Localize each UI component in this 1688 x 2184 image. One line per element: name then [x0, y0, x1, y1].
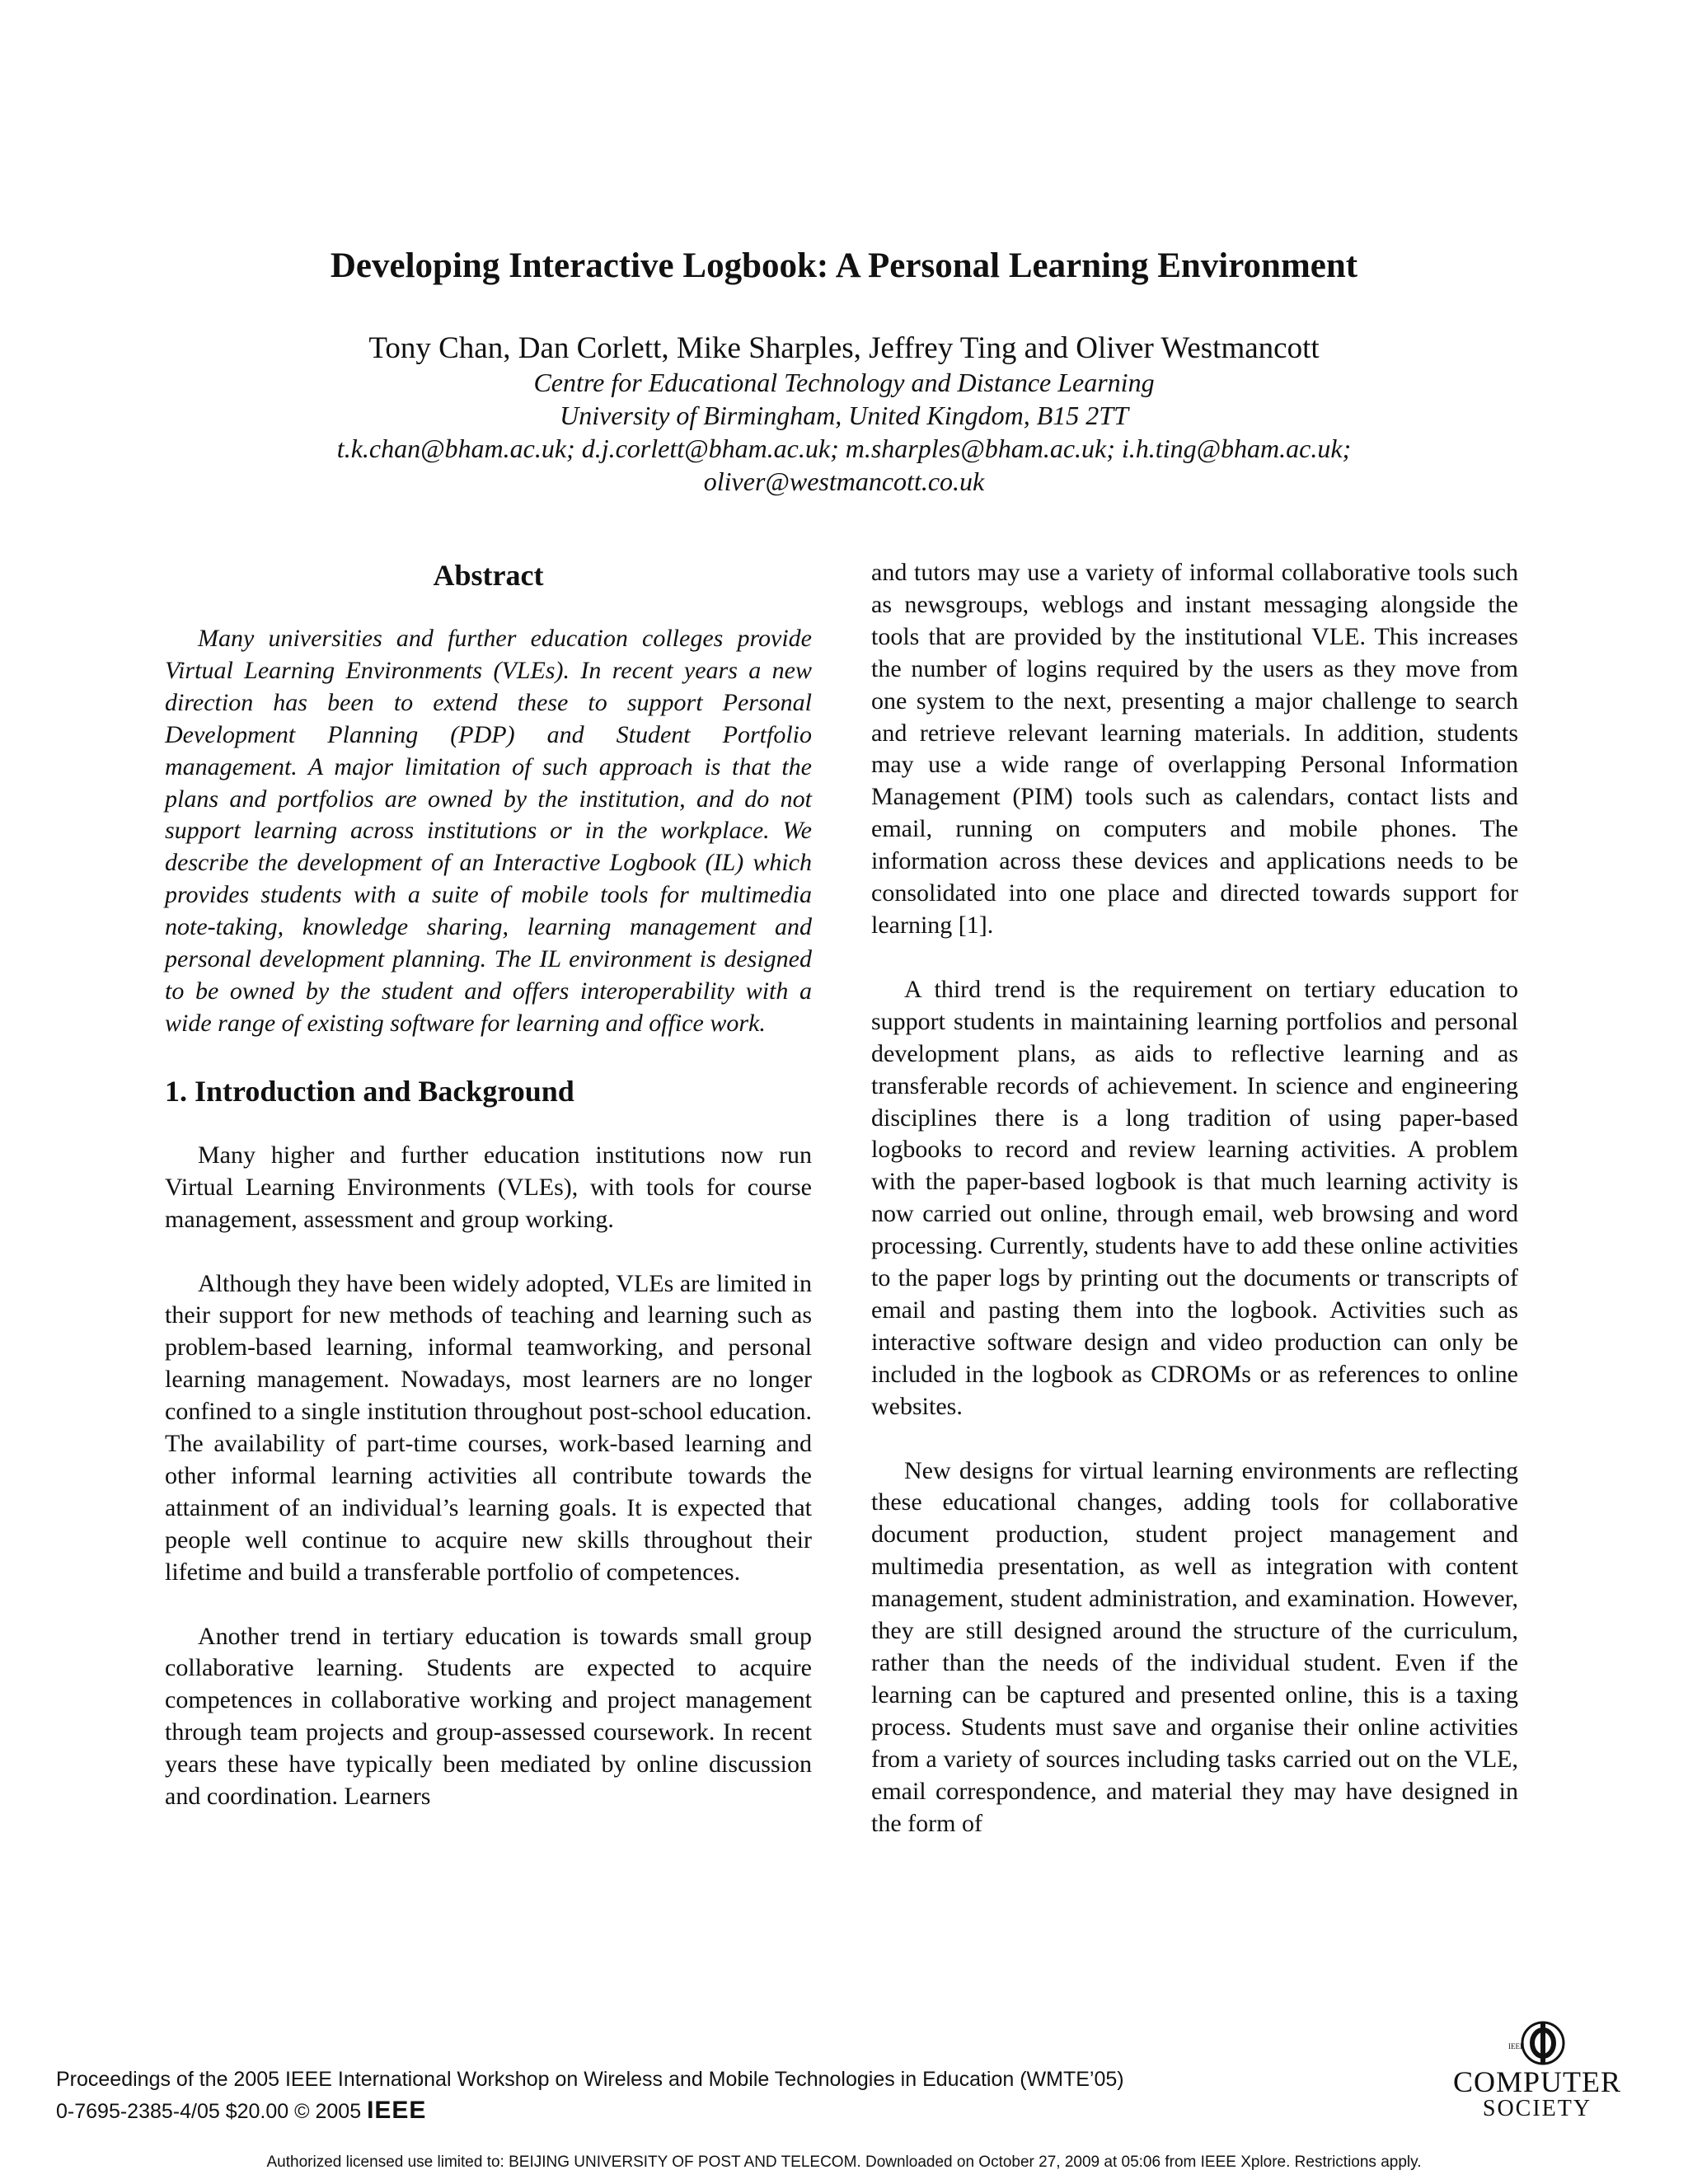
copyright-line: [56, 2098, 426, 2124]
right-column: [871, 557, 1518, 1840]
abstract-text: Many universities and further education colleges provide Virtual Learning Environments (VLEs). In recent years a new direction has been to extend these to support Personal Development Planning (PDP) and Student Portfolio management. A major limitation of such approach is that the plans and portfolios are owned by the institution, and do not support learning across institutions or in the workplace. We describe the development of an Interactive Logbook (IL) which provides students with a suite of mobile tools for multimedia note-taking, knowledge sharing, learning management and personal development planning. The IL environment is designed to be owned by the student and offers interoperability with a wide range of existing software for learning and office work.: [165, 625, 812, 1037]
author-list: Tony Chan, Dan Corlett, Mike Sharples, Jeffrey Ting and Oliver Westmancott: [368, 331, 1320, 365]
body-paragraph: A third trend is the requirement on tertiary education to support students in maintaining learning portfolios and personal development plans, as aids to reflective learning and as transferable records of achievement. In science and engineering disciplines there is a long tradition of using paper-based logbooks to record and review learning activities. A problem with the paper-based logbook is that much learning activity is now carried out online, through email, web browsing and word processing. Currently, students have to add these online activities to the paper logs by printing out the documents or transcripts of email and pasting them into the logbook. Activities such as interactive software design and video production can only be included in the logbook as CDROMs or as references to online websites.: [871, 975, 1518, 1420]
ieee-logo: IEEE: [367, 2097, 427, 2124]
body-paragraph: New designs for virtual learning environments are reflecting these educational changes, adding tools for collaborative document production, student project management and multimedia presentation, as well as integration with content management, student administration, and examination. However, they are still designed around the structure of the curriculum, rather than the needs of the individual student. Even if the learning can be captured and presented online, this is a taxing process. Students must save and organise their online activities from a variety of sources including tasks carried out on the VLE, email correspondence, and material they may have designed in the form of: [871, 1456, 1518, 1837]
body-paragraph: and tutors may use a variety of informal collaborative tools such as newsgroups, weblogs and instant messaging alongside the tools that are provided by the institutional VLE. This increases the number of logins required by the users as they move from one system to the next, presenting a major challenge to search and retrieve relevant learning materials. In addition, students may use a wide range of overlapping Personal Information Management (PIM) tools such as calendars, contact lists and email, running on computers and mobile phones. The information across these devices and applications needs to be consolidated into one place and directed towards support for learning [1].: [871, 559, 1518, 939]
affiliation-university: University of Birmingham, United Kingdom, B15 2TT: [560, 401, 1128, 430]
logo-small-text: IEEE: [1508, 2042, 1525, 2050]
section-heading: 1. Introduction and Background: [165, 1074, 574, 1108]
authorized-use-notice: Authorized licensed use limited to: BEIJING UNIVERSITY OF POST AND TELECOM. Downloaded on October 27, 2009 at 05:06 from IEEE Xplore. Restrictions apply.: [266, 2154, 1422, 2171]
ieee-emblem-icon: [1508, 2019, 1566, 2067]
body-paragraph: Although they have been widely adopted, VLEs are limited in their support for new methods of teaching and learning such as problem-based learning, informal teamworking, and personal learning management. Nowadays, most learners are no longer confined to a single institution throughout post-school education. The availability of part-time courses, work-based learning and other informal learning activities all contribute towards the attainment of an individual’s learning goals. It is expected that people well continue to acquire new skills throughout their lifetime and build a transferable portfolio of competences.: [165, 1269, 812, 1586]
abstract-heading: Abstract: [433, 559, 544, 592]
left-column: [165, 557, 812, 1813]
body-paragraph: Many higher and further education institutions now run Virtual Learning Environments (VLEs), with tools for course management, assessment and group working.: [165, 1141, 812, 1233]
logo-word-society: SOCIETY: [1482, 2096, 1592, 2121]
isbn-text: 0-7695-2385-4/05 $20.00 © 2005: [56, 2100, 362, 2123]
logo-word-computer: COMPUTER: [1452, 2065, 1622, 2098]
computer-society-logo: [1447, 2019, 1628, 2135]
body-paragraph: Another trend in tertiary education is towards small group collaborative learning. Students are expected to acquire competences in collaborative working and project management through team projects and group-assessed coursework. In recent years these have typically been mediated by online discussion and coordination. Learners: [165, 1622, 812, 1811]
author-emails: t.k.chan@bham.ac.uk; d.j.corlett@bham.ac.uk; m.sharples@bham.ac.uk; i.h.ting@bham.ac.uk;: [336, 434, 1352, 463]
author-email-last: oliver@westmancott.co.uk: [703, 466, 985, 496]
affiliation-centre: Centre for Educational Technology and Distance Learning: [533, 368, 1155, 397]
proceedings-line: Proceedings of the 2005 IEEE International Workshop on Wireless and Mobile Technologies in Education (WMTE’05): [56, 2068, 1124, 2091]
paper-title: Developing Interactive Logbook: A Personal Learning Environment: [330, 246, 1358, 285]
